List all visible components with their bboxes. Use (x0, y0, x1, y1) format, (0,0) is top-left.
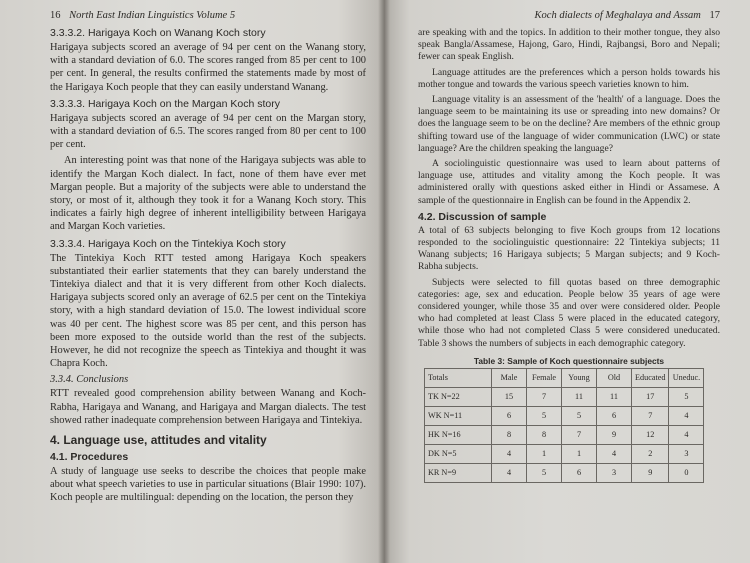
table-cell: 1 (527, 444, 562, 463)
paragraph: The Tintekiya Koch RTT tested among Harigaya Koch speakers substantiated their earlier statements that they can barely understand the Tintekiya dialect and that it is very different from other Koch dialects. Harigaya subjects scored only an average of 62.5 per cent on the Tintekiya story, with a high standard deviation of 15.0. The lowest individual score was 40 per cent. The highest score was 85 per cent, and this person has been more exposed to the outside world than the rest of the subjects. However, he did not recognize the speech as Tintekiya and thought it was Chapra Koch. (50, 252, 366, 370)
column-header: Old (597, 368, 632, 387)
table-row (425, 444, 704, 463)
table-header-row (425, 368, 704, 387)
section-heading-conclusions: 3.3.4. Conclusions (50, 374, 129, 386)
section-heading-discussion-of-sample: 4.2. Discussion of sample (418, 210, 547, 223)
section-heading-harigaya-wanang: 3.3.3.2. Harigaya Koch on Wanang Koch story (50, 27, 266, 39)
table-row (425, 463, 704, 482)
table-cell: 12 (632, 425, 669, 444)
table-cell: 2 (632, 444, 669, 463)
table-cell: 1 (562, 444, 597, 463)
table-cell: 5 (527, 406, 562, 425)
paragraph: A study of language use seeks to describe the choices that people make about what speech varieties to use in particular situations (Blair 1990: 107). Koch people are multilingual: depending on the location, the person they (50, 466, 366, 504)
table-cell: 3 (669, 444, 704, 463)
table-cell: HK N=16 (425, 425, 492, 444)
table-cell: 6 (597, 406, 632, 425)
section-heading-language-use: 4. Language use, attitudes and vitality (50, 433, 267, 448)
table-cell: 9 (597, 425, 632, 444)
section-heading-harigaya-margan: 3.3.3.3. Harigaya Koch on the Margan Koch story (50, 97, 280, 110)
right-running-head (418, 10, 720, 21)
table-cell: 4 (492, 463, 527, 482)
table-cell: 11 (597, 387, 632, 406)
table-caption: Table 3: Sample of Koch questionnaire subjects (473, 355, 665, 366)
table-cell: 5 (562, 406, 597, 425)
table-cell: DK N=5 (425, 444, 492, 463)
column-header: Totals (425, 368, 492, 387)
table-row (425, 425, 704, 444)
paragraph: Harigaya subjects scored an average of 94 per cent on the Wanang story, with a standard deviation of 6.0. The scores ranged from 85 per cent to 100 per cent. In general, the results confirmed the statements made by most of the Harigaya Koch people that they can easily understand Wanang. (50, 42, 366, 93)
paragraph: Harigaya subjects scored an average of 94 per cent on the Margan story, with a standard deviation of 6.5. The scores ranged from 80 per cent to 100 per cent. (50, 112, 366, 151)
paragraph: Language attitudes are the preferences which a person holds towards his mother tongue and towards the various speech varieties known to him. (418, 66, 720, 90)
paragraph: are speaking with and the topics. In addition to their mother tongue, they also speak Bangla/Assamese, Hajong, Garo, Hindi, Rajbangsi, Boro and Nepali; fewer can speak English. (418, 27, 720, 63)
left-running-title: North East Indian Linguistics Volume 5 (69, 10, 236, 21)
table-cell: 8 (527, 425, 562, 444)
right-page (384, 0, 750, 563)
paragraph: Language vitality is an assessment of the 'health' of a language. Does the language seem to be maintaining its use or spreading into new domains? Or does the language seem to be on the decline? Are members of the ethnic group shifting toward use of the language of wider communication (LWC) or state language? Are the children speaking the language? (418, 94, 720, 154)
column-header: Male (492, 368, 527, 387)
table-cell: KR N=9 (425, 463, 492, 482)
table-cell: 6 (562, 463, 597, 482)
table-cell: 11 (562, 387, 597, 406)
table-cell: 7 (562, 425, 597, 444)
table-cell: 5 (527, 463, 562, 482)
paragraph: Subjects were selected to fill quotas based on three demographic categories: age, sex and education. People below 35 years of age were considered younger, while those 35 and over were considered older. People who had completed at least Class 5 were placed in the educated category, while those who had not completed Class 5 were considered uneducated. Table 3 shows the numbers of subjects in each demographic category. (418, 276, 720, 349)
table-cell: TK N=22 (425, 387, 492, 406)
table-cell: 4 (597, 444, 632, 463)
table-cell: 17 (632, 387, 669, 406)
paragraph: RTT revealed good comprehension ability between Wanang and Koch-Rabha, Harigaya and Wanang, and Harigaya and Margan dialects. The test showed rather inadequate comprehension between Harigaya and Tintekiya. (50, 388, 366, 426)
paragraph: A total of 63 subjects belonging to five Koch groups from 12 locations responded to the sociolinguistic questionnaire: 22 Tintekiya subjects; 11 Wanang subjects; 16 Harigaya subjects; 5 Margan subjects; and 9 Koch-Rabha subjects. (418, 224, 720, 273)
sample-table (424, 368, 704, 483)
table-row (425, 387, 704, 406)
left-running-head (50, 10, 366, 21)
right-running-title: Koch dialects of Meghalaya and Assam (534, 10, 701, 21)
right-page-number: 17 (709, 10, 720, 21)
table-cell: 4 (669, 406, 704, 425)
column-header: Female (527, 368, 562, 387)
table-cell: 7 (632, 406, 669, 425)
table-cell: 0 (669, 463, 704, 482)
book-gutter (378, 0, 390, 563)
column-header: Uneduc. (669, 368, 704, 387)
table-cell: 4 (669, 425, 704, 444)
table-cell: 7 (527, 387, 562, 406)
column-header: Educated (632, 368, 669, 387)
table-cell: 4 (492, 444, 527, 463)
table-cell: 9 (632, 463, 669, 482)
table-cell: 15 (492, 387, 527, 406)
paragraph: A sociolinguistic questionnaire was used to learn about patterns of language use, attitudes and vitality among the Koch people. It was administered orally with questions asked either in Hindi or Assamese. A sample of the questionnaire in English can be found in the Appendix 2. (418, 158, 720, 206)
table-cell: 5 (669, 387, 704, 406)
table-cell: 8 (492, 425, 527, 444)
table-cell: 6 (492, 406, 527, 425)
left-page-number: 16 (50, 10, 61, 21)
table-cell: WK N=11 (425, 406, 492, 425)
table-row (425, 406, 704, 425)
table-cell: 3 (597, 463, 632, 482)
section-heading-procedures: 4.1. Procedures (50, 451, 129, 464)
column-header: Young (562, 368, 597, 387)
section-heading-harigaya-tintekiya: 3.3.3.4. Harigaya Koch on the Tintekiya Koch story (50, 237, 286, 250)
paragraph: An interesting point was that none of the Harigaya subjects was able to identify the Margan Koch dialect. In fact, none of them have ever met Margan people. But a majority of the subjects were able to understand the story, or most of it, although they took it for a Wanang Koch story. This indicates a fairly high degree of inherent intelligibility between Harigaya and Margan Koch varieties. (50, 155, 366, 233)
